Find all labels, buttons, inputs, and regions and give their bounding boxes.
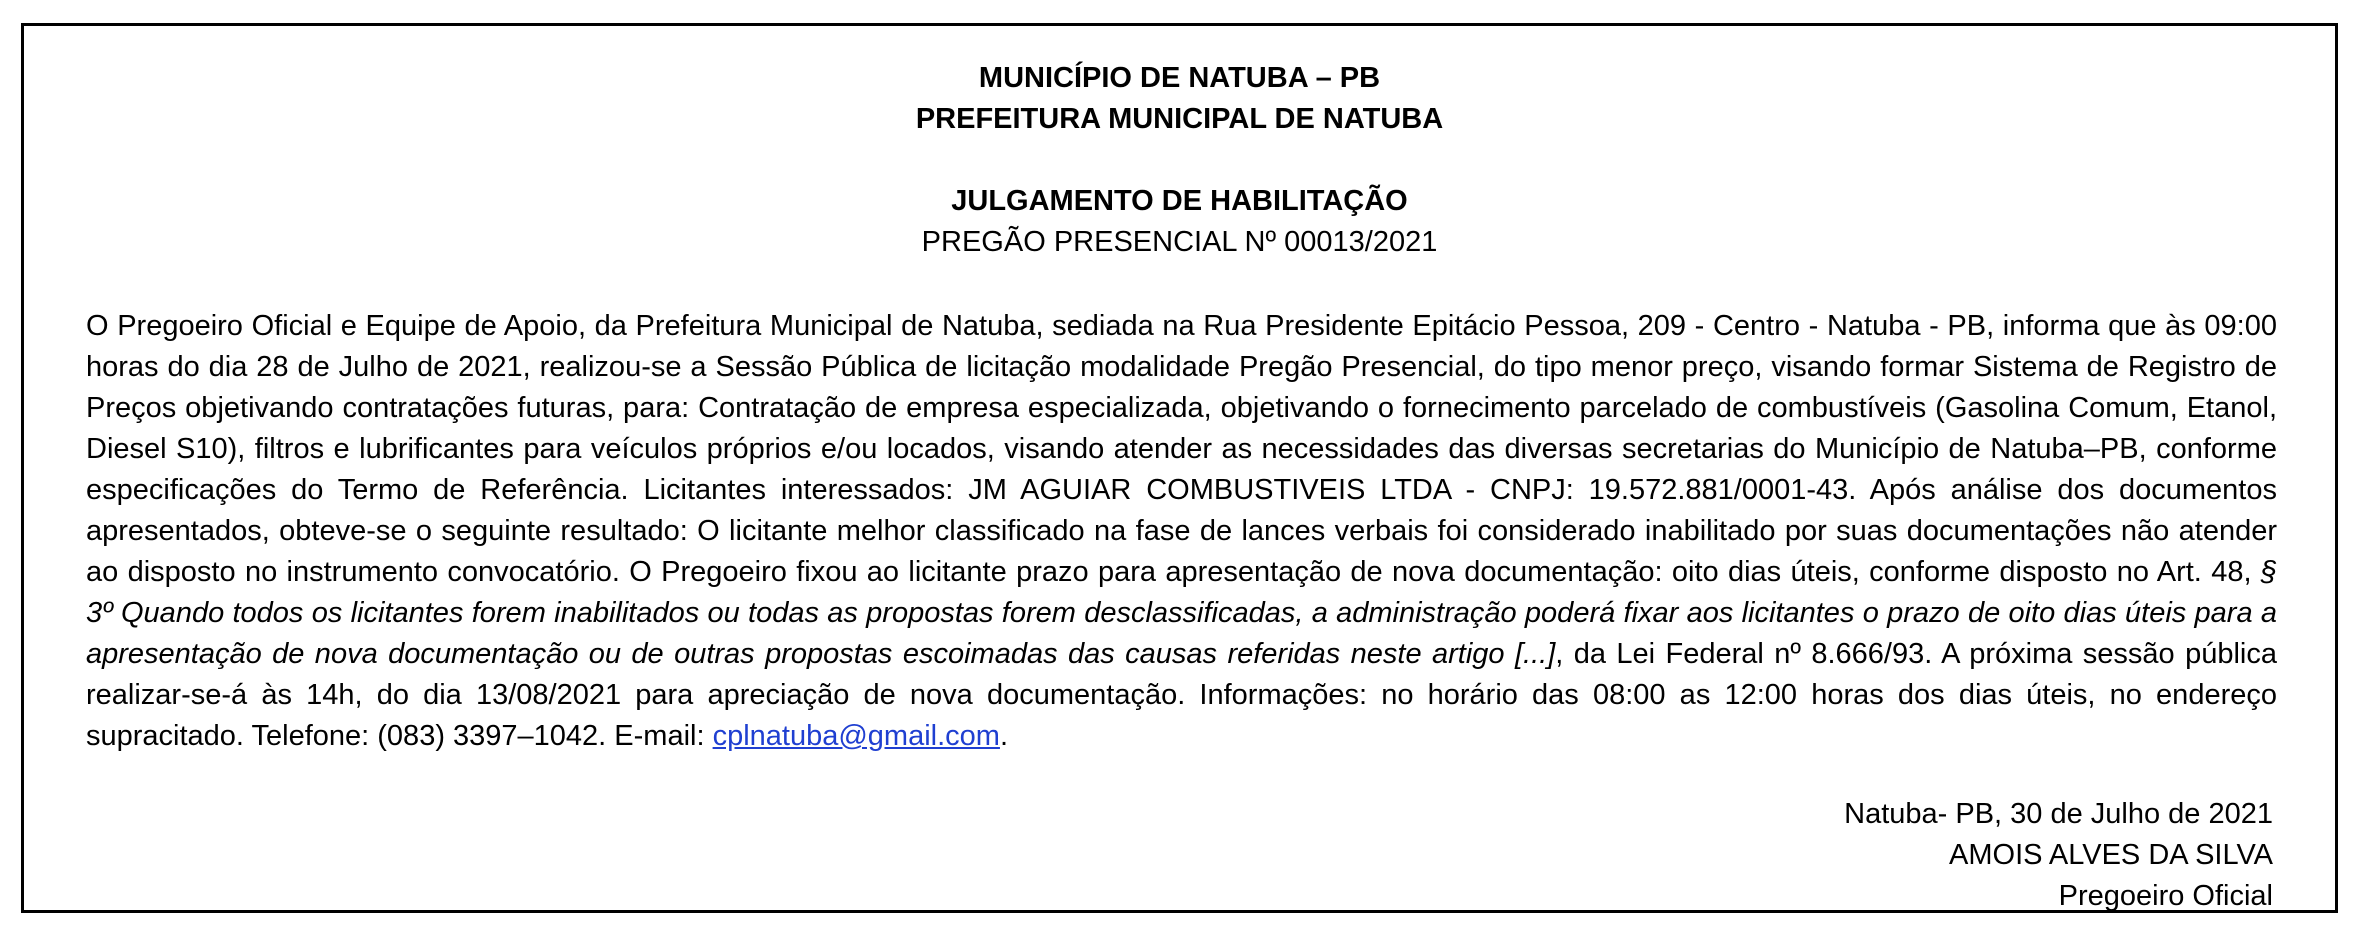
municipality-heading: MUNICÍPIO DE NATUBA – PB	[978, 62, 1381, 94]
legal-quote: § 3º Quando todos os licitantes forem inabilitados ou todas as propostas forem desclassificadas, a administração poderá fixar aos licitantes o prazo de oito dias úteis para a apresentação de nova documentação ou de outras propostas escoimadas das causas referidas neste artigo [...]	[86, 556, 2277, 670]
signature-block	[1844, 794, 2273, 917]
body-part-1: O Pregoeiro Oficial e Equipe de Apoio, da Prefeitura Municipal de Natuba, sediada na Rua Presidente Epitácio Pessoa, 209 - Centro - Natuba - PB, informa que às 09:00 horas do dia 28 de Julho de 2021, realizou-se a Sessão Pública de licitação modalidade Pregão Presencial, do tipo menor preço, visando formar Sistema de Registro de Preços objetivando contratações futuras, para: Contratação de empresa especializada, objetivando o fornecimento parcelado de combustíveis (Gasolina Comum, Etanol, Diesel S10), filtros e lubrificantes para veículos próprios e/ou locados, visando atender as necessidades das diversas secretarias do Município de Natuba–PB, conforme especificações do Termo de Referência. Licitantes interessados: JM AGUIAR COMBUSTIVEIS LTDA - CNPJ: 19.572.881/0001-43. Após análise dos documentos apresentados, obteve-se o seguinte resultado: O licitante melhor classificado na fase de lances verbais foi considerado inabilitado por suas documentações não atender ao disposto no instrumento convocatório. O Pregoeiro fixou ao licitante prazo para apresentação de nova documentação: oito dias úteis, conforme disposto no Art. 48,	[86, 310, 2277, 588]
signature-role: Pregoeiro Oficial	[2058, 880, 2273, 912]
body-end: .	[999, 720, 1009, 752]
document-title: JULGAMENTO DE HABILITAÇÃO	[951, 185, 1408, 217]
notice-frame	[21, 23, 2338, 913]
signature-name: AMOIS ALVES DA SILVA	[1949, 839, 2273, 871]
signature-place-date: Natuba- PB, 30 de Julho de 2021	[1844, 798, 2273, 830]
prefecture-heading: PREFEITURA MUNICIPAL DE NATUBA	[915, 103, 1444, 135]
body-part-2: , da Lei Federal nº 8.666/93. A próxima sessão pública realizar-se-á às 14h, do dia 13/08/2021 para apreciação de nova documentação. Informações: no horário das 08:00 as 12:00 horas dos dias úteis, no endereço supracitado. Telefone: (083) 3397–1042. E-mail:	[86, 638, 2277, 752]
notice-body	[86, 306, 2277, 757]
process-number: PREGÃO PRESENCIAL Nº 00013/2021	[921, 226, 1438, 258]
email-link[interactable]: cplnatuba@gmail.com	[712, 720, 1000, 752]
